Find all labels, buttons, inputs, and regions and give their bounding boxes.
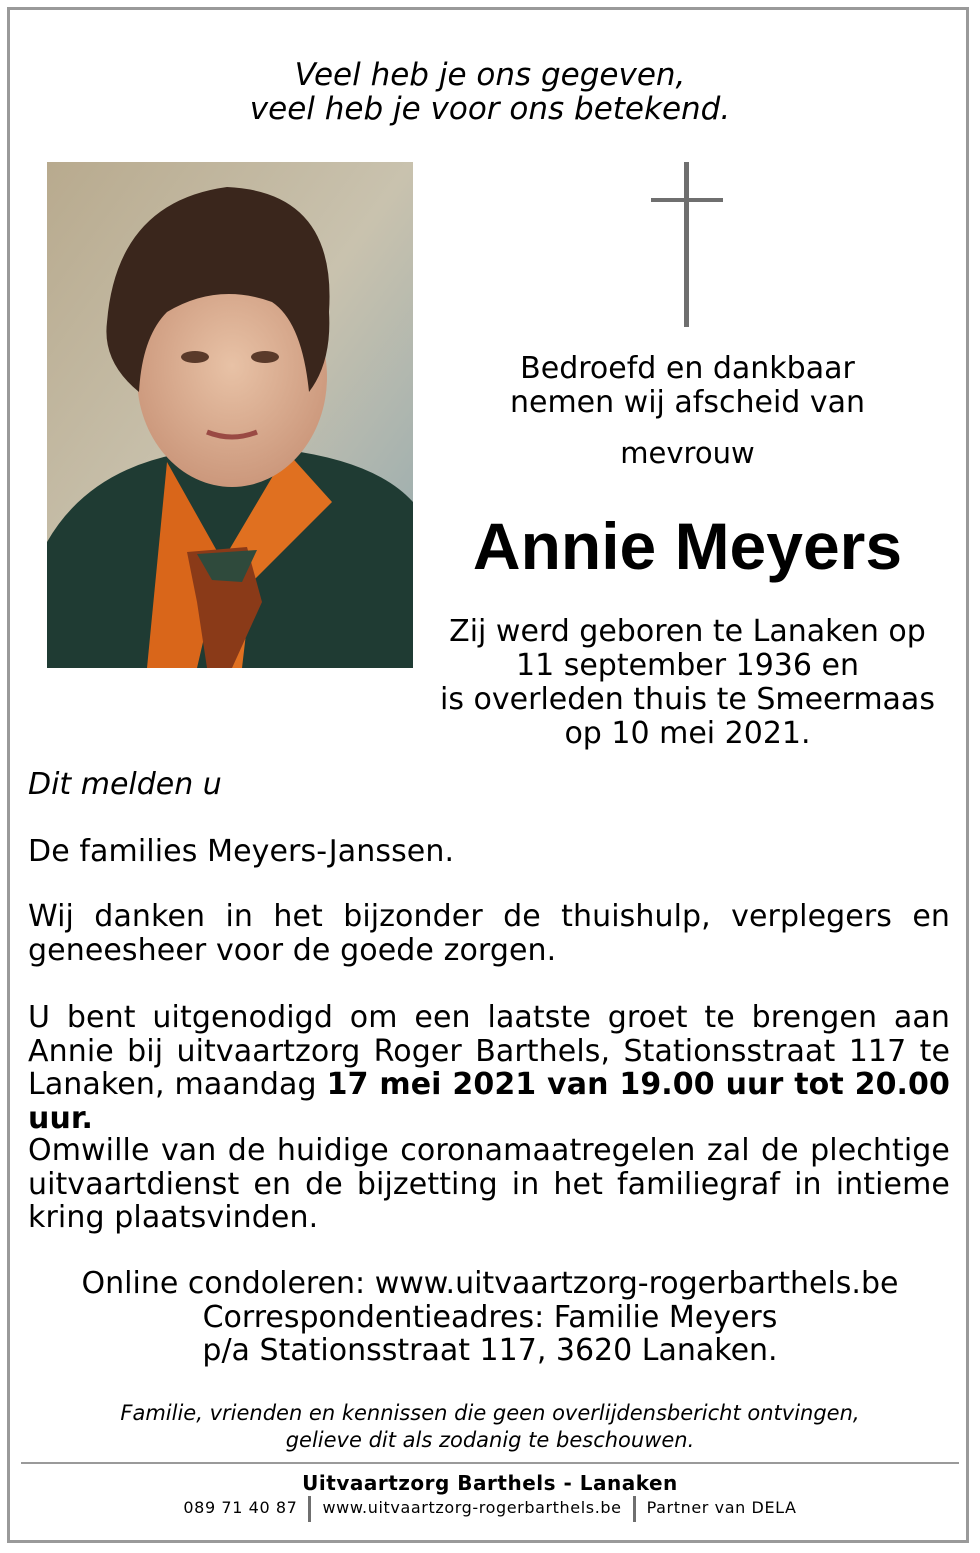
family-paragraph: De families Meyers-Janssen. (28, 834, 455, 869)
notice-line-1: Familie, vrienden en kennissen die geen overlijdensbericht ontvingen, (120, 1401, 860, 1425)
correspondence-address-label: Correspondentieadres: Familie Meyers (202, 1299, 778, 1335)
motto (0, 58, 980, 126)
motto-line-2: veel heb je voor ons betekend. (249, 91, 731, 127)
funeral-home-name: Uitvaartzorg Barthels - Lanaken (302, 1471, 678, 1495)
announcement-intro: Dit melden u (28, 767, 222, 802)
motto-line-1: Veel heb je ons gegeven, (294, 57, 686, 93)
dates-line-3: is overleden thuis te Smeermaas (440, 682, 935, 717)
birth-death-info (430, 615, 945, 751)
cross-icon (651, 162, 723, 327)
corona-paragraph: Omwille van de huidige coronamaatregelen zal de plechtige uitvaartdienst en de bijzetting in het familiegraf in intieme kring plaatsvinden. (28, 1133, 950, 1235)
footer-divider (21, 1462, 959, 1464)
dates-line-2: 11 september 1936 en (515, 648, 859, 683)
intro-text (430, 352, 945, 420)
notice-line-2: gelieve dit als zodanig te beschouwen. (285, 1428, 695, 1452)
contact-info (0, 1267, 980, 1368)
invitation-text: U bent uitgenodigd om een laatste groet te brengen aan Annie bij uitvaartzorg Roger Barthels, Stationsstraat 117 te Lanaken, maandag (28, 1000, 950, 1102)
invitation-paragraph (28, 1001, 950, 1135)
footer-partner: Partner van DELA (646, 1498, 797, 1517)
separator (633, 1496, 636, 1522)
visitation-time: 17 mei 2021 van 19.00 uur tot 20.00 uur. (28, 1067, 950, 1136)
online-condolence: Online condoleren: www.uitvaartzorg-rogerbarthels.be (81, 1266, 899, 1301)
notice (0, 1400, 980, 1454)
honorific: mevrouw (620, 436, 755, 470)
footer-phone: 089 71 40 87 (183, 1498, 298, 1517)
separator (308, 1496, 311, 1522)
footer-info (0, 1495, 980, 1522)
intro-line-2: nemen wij afscheid van (509, 385, 866, 420)
footer-website: www.uitvaartzorg-rogerbarthels.be (322, 1498, 622, 1517)
intro-line-1: Bedroefd en dankbaar (520, 351, 855, 386)
thanks-paragraph: Wij danken in het bijzonder de thuishulp, verplegers en geneesheer voor de goede zorgen. (28, 899, 950, 968)
deceased-name: Annie Meyers (472, 509, 903, 583)
portrait-photo (47, 162, 413, 668)
dates-line-1: Zij werd geboren te Lanaken op (449, 614, 926, 649)
dates-line-4: op 10 mei 2021. (564, 716, 811, 751)
correspondence-address: p/a Stationsstraat 117, 3620 Lanaken. (202, 1333, 778, 1368)
